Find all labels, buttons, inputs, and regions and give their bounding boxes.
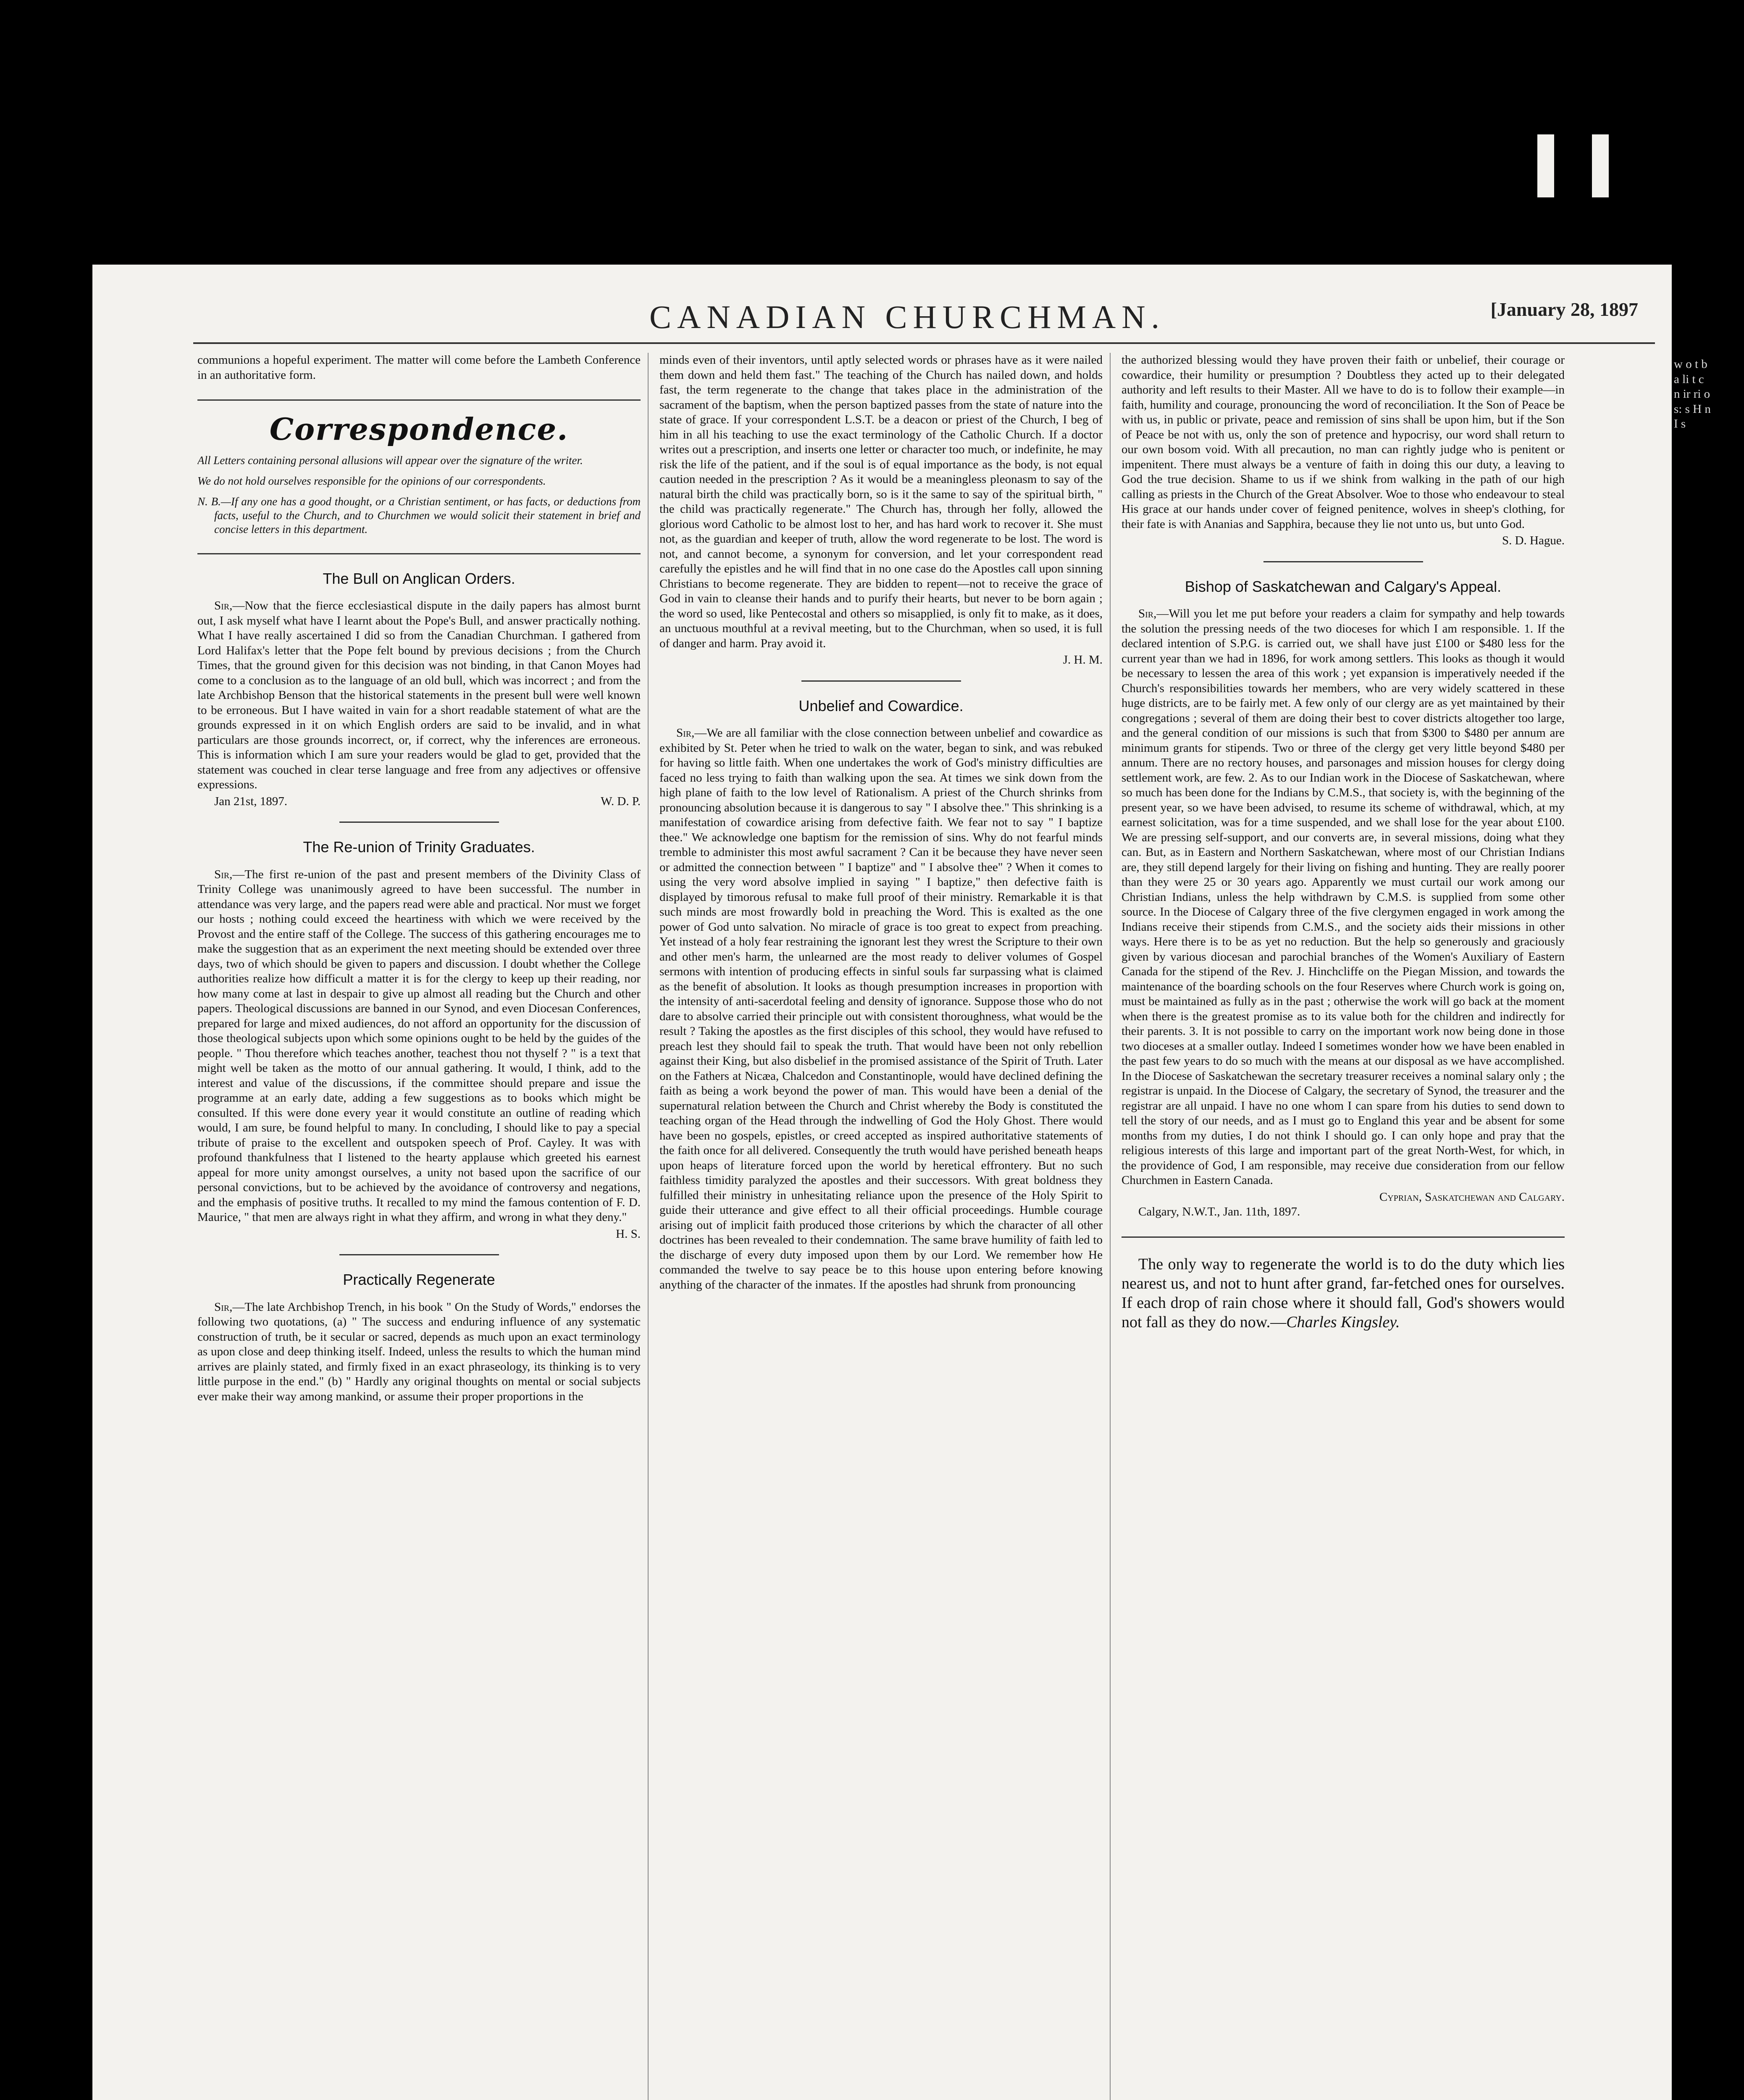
- letter-body: [197, 598, 641, 793]
- salutation: Sir,: [1138, 607, 1157, 620]
- letter-rule: [1263, 561, 1423, 562]
- letter-signature: W. D. P.: [601, 794, 641, 808]
- letter-place-date: Calgary, N.W.T., Jan. 11th, 1897.: [1138, 1205, 1300, 1218]
- header-rule: [193, 342, 1655, 344]
- letter-text: —Will you let me put before your readers a claim for sympathy and help towards the solution the pressing needs of the two dioceses for which I am responsible. 1. If the declared intention of S.P.G. is carried out, we shall have just £100 or $480 less for the current year than we had in 1896, for work among settlers. This looks as though it would be necessary to lessen the area of this work ; yet expansion is imperatively needed if the Church's responsibilities towards her members, who are very widely scattered in these huge districts, are to be fairly met. A few only of our clergy are as yet maintained by their congregations ; several of them are doing their best to cover districts altogether too large, and the general condition of our missions is such that from $300 to $480 per annum are minimum grants for stipends. Two or three of the clergy get very little beyond $480 per annum. There are no rectory houses, and parsonages and mission houses for clergy doing settlement work, are few. 2. As to our Indian work in the Diocese of Saskatchewan, where so much has been done for the Indians by C.M.S., that society is, with the beginning of the present year, so we have been advised, to resume its scheme of withdrawal, which, at my earnest solicitation, was for a time suspended, and we shall lose for the year about £100. We are pressing self-support, and our converts are, in several missions, doing what they can. But, as in Eastern and Northern Saskatchewan, where most of our Christian Indians are, they still depend largely for their living on fishing and hunting. They are really poorer than they were 25 or 30 years ago. Apparently we must curtail our work among our Christian Indians, unless the help withdrawn by C.M.S. is supplied from some other source. In the Diocese of Calgary three of the five clergymen engaged in work among the Indians receive their stipends from C.M.S., and the society aids their missions in other ways. Here there is to be as yet no reduction. But the help so generously and graciously given by various diocesan and parochial branches of the Women's Auxiliary of Eastern Canada for the stipend of the Rev. J. Hinchcliffe on the Piegan Mission, and towards the maintenance of the boarding schools on the four Reserves where Church work is going on, must be maintained as fully as in the past ; otherwise the work will go back at the moment when there is the greatest promise as to its value both for the children and indirectly for their parents. 3. It is not possible to carry on the important work now being done in those two dioceses at a smaller outlay. Indeed I sometimes wonder how we have been enabled in the past few years to do so much with the means at our disposal as we have accomplished. In the Diocese of Saskatchewan the secretary treasurer receives a nominal salary only ; the registrar is unpaid. In the Diocese of Calgary, the secretary of Synod, the treasurer and the registrar are all unpaid. I have no one whom I can spare from his duties to send down to tell the story of our needs, and as I must go to England this year and be absent for some months from my duties, I do not think I should go. I can only hope and pray that the religious interests of this large and important part of the great North-West, for which, in the providence of God, I am responsible, may receive due consideration from our fellow Churchmen in Eastern Canada.: [1122, 607, 1565, 1187]
- section-title: Correspondence.: [269, 411, 569, 447]
- letter-text: —We are all familiar with the close connection between unbelief and cowardice as exhibited by St. Peter when he tried to walk on the water, began to sink, and was rebuked for having so little faith. When one undertakes the work of God's ministry difficulties are faced no less trying to faith than walking upon the sea. At times we sink down from the high plane of faith to the low level of Rationalism. A priest of the Church shrinks from pronouncing absolution because it is dangerous to say " I absolve thee." This shrinking is a manifestation of cowardice arising from defective faith. We fear not to say " I baptize thee." We acknowledge one baptism for the remission of sins. Why do not fearful minds tremble to administer this most awful sacrament ? Can it be because they have never seen or admitted the connection between " I baptize" and " I absolve thee" ? When it comes to using the very word absolve implied in saying " I baptize," then defective faith is displayed by timorous refusal to make full proof of their ministry. Remarkable it is that such minds are most frowardly bold in preaching the Word. This is exalted as the one power of God unto salvation. No miracle of grace is too great to expect from preaching. Yet instead of a holy fear restraining the ignorant lest they wrest the Scripture to their own and other men's harm, the unlearned are the most ready to deliver volumes of Gospel sermons with intention of producing effects in sinful souls far surpassing what is claimed as the benefit of absolution. It looks as though presumption increases in proportion with the intensity of anti-sacerdotal feeling and density of ignorance. Suppose those who do not dare to absolve carried their principle out with consistent thoroughness, what would be the result ? Taking the apostles as the first disciples of this school, they would have refused to preach lest they should fail to speak the truth. That would have been not only rebellion against their King, but also disbelief in the promised assistance of the Spirit of Truth. Later on the Fathers at Nicæa, Chalcedon and Constantinople, would have declined defining the faith as being a work beyond the power of man. This would have been a denial of the supernatural relation between the Church and Christ whereby the Body is constituted the teaching organ of the Head through the indwelling of God the Holy Ghost. There would have been no gospels, epistles, or creed accepted as inspired authoritative statements of the faith once for all delivered. Consequently the truth would have perished beneath heaps upon heaps of literature forced upon the world by heretical effrontery. But no such faithless timidity paralyzed the apostles and their successors. With great boldness they fulfilled their ministry in unhesitating reliance upon the presence of the Holy Spirit to guide their utterance and give effect to all their official proceedings. Humble courage arising out of implicit faith produced those criterions by which the character of all other doctrines has been revealed to their condemnation. The same brave humility of faith led to the discharge of every duty imposed upon them by our Lord. We remember how He commanded the twelve to say peace be to this house upon entering before knowing anything of the character of the inmates. If the apostles had shrunk from pronouncing: [659, 726, 1103, 1292]
- letter-signature: S. D. Hague.: [1502, 534, 1565, 547]
- letter-signature: Cyprian, Saskatchewan and Calgary.: [1379, 1190, 1565, 1204]
- letter-text: —The first re-union of the past and present members of the Divinity Class of Trinity College was unanimously agreed to have been successful. The number in attendance was very large, and the papers read were able and practical. Nor must we forget our hosts ; nothing could exceed the heartiness with which we were received by the Provost and the entire staff of the College. The success of this gathering encourages me to make the suggestion that as an experiment the next meeting should be extended over three days, two of which should be given to papers and discussion. I doubt whether the College authorities realize how difficult a matter it is for the clergy to keep up their reading, nor how many come at last in despair to give up almost all reading but the Church and other papers. Theological discussions are banned in our Synod, and even Diocesan Conferences, prepared for large and mixed audiences, do not afford an opportunity for the discussion of those theological subjects upon which some opinions ought to be held by the guides of the people. " Thou therefore which teaches another, teachest thou not thyself ? " is a text that might well be taken as the motto of our annual gathering. It would, I think, add to the interest and value of the discussions, if the committee should prepare and issue the programme at an early date, adding a few suggestions as to books which might be consulted. If this were done every year it would constitute an outline of reading which would, I am sure, be found helpful to many. In concluding, I should like to pay a special tribute of praise to the excellent and outspoken speech of Prof. Cayley. It was with profound thankfulness that I listened to the hearty applause which greeted his earnest appeal for more unity amongst ourselves, a unity not based upon the sacrifice of our personal convictions, but to be achieved by the avoidance of controversy and negations, and the emphasis of positive truths. It recalled to my mind the famous contention of F. D. Maurice, " that men are always right in what they affirm, and wrong in what they deny.": [197, 867, 641, 1224]
- letter-title: Practically Regenerate: [343, 1271, 495, 1288]
- notice-1: All Letters containing personal allusions will appear over the signature of the writer.: [197, 454, 583, 467]
- letter-signature: J. H. M.: [1063, 653, 1103, 667]
- salutation: Sir,: [676, 726, 695, 740]
- newspaper-page: [92, 265, 1672, 2100]
- quote-text: The only way to regenerate the world is to do the duty which lies nearest us, and not to hunt after grand, far-fetched ones for ourselves. If each drop of rain chose where it should fall, God's showers would not fall as they do now.—: [1122, 1255, 1565, 1331]
- letter-text: —The late Archbishop Trench, in his book " On the Study of Words," endorses the following two quotations, (a) " The success and enduring influence of any systematic construction of truth, be it secular or sacred, depends as much upon an exact terminology as upon close and deep thinking itself. Indeed, unless the results to which the human mind arrives are plainly stated, and firmly fixed in an exact phraseology, its thinking is to very little purpose in the end." (b) " Hardly any original thoughts on mental or social subjects ever make their way among mankind, or assume their proper proportions in the: [197, 1300, 641, 1403]
- letter-body: [197, 867, 641, 1225]
- column-divider: [648, 353, 649, 2100]
- letter-date: Jan 21st, 1897.: [214, 794, 287, 808]
- column-1: [197, 353, 641, 2100]
- salutation: Sir,: [214, 599, 233, 612]
- quote-author: Charles Kingsley.: [1286, 1313, 1400, 1331]
- letter-body: [197, 1300, 641, 1404]
- salutation: Sir,: [214, 1300, 233, 1314]
- letter-text: —Now that the fierce ecclesiastical dispute in the daily papers has almost burnt out, I ask myself what have I learnt about the Pope's Bull, and answer practically nothing. What I have really ascertained I did so from the Canadian Churchman. I gathered from Lord Halifax's letter that the Pope felt bound by previous decisions ; from the Church Times, that the ground given for this decision was not binding, in that Canon Moyes had come to a conclusion as to the language of an old bull, which was incorrect ; and from the late Archbishop Benson that the historical statements in the present bull were well known to be erroneous. But I have waited in vain for a short readable statement of what are the grounds expressed in it on which English orders are said to be invalid, and in what particulars are those grounds incorrect, or, if correct, why the inferences are erroneous. This is information which I am sure your readers would be glad to get, provided that the statement was couched in clear terse language and free from any adjectives or offensive expressions.: [197, 599, 641, 791]
- salutation: Sir,: [214, 867, 233, 881]
- continued-text: the authorized blessing would they have proven their faith or unbelief, their courage or cowardice, their humility or presumption ? Doubtless they acted up to their delegated authority and left results to their Master. All we have to do is to follow their example—in faith, humility and courage, pronouncing the word of reconciliation. It the Son of Peace be with us, in public or private, peace and remission of sins shall be upon him, but if the Son of Peace be not with us, only the son of pretence and hypocrisy, our word shall return to our own bosom void. With all precaution, no man can rightly judge who is penitent or impenitent. There must always be a venture of faith in doing this our duty, a leaving to God the true decision. Shame to us if we shink from walking in the path of our high calling as priests in the Church of the Great Absolver. Woe to those who endeavour to steal His grace at our hands under cover of feigned penitence, wolves in sheep's clothing, for their fate is with Ananias and Sapphira, because they lie not unto us, but unto God.: [1122, 353, 1565, 531]
- notice-2: We do not hold ourselves responsible for the opinions of our correspondents.: [197, 474, 546, 487]
- notice-3: N. B.—If any one has a good thought, or a Christian sentiment, or has facts, or deductions from facts, useful to the Church, and to Churchmen we would solicit their statement in brief and concise letters in this department.: [197, 495, 641, 536]
- column-divider: [1110, 353, 1111, 2100]
- letter-title: The Bull on Anglican Orders.: [323, 570, 515, 587]
- letter-signature: H. S.: [616, 1227, 641, 1241]
- binding-tab: [1537, 134, 1554, 197]
- binding-tab: [1592, 134, 1609, 197]
- masthead: CANADIAN CHURCHMAN.: [649, 299, 1166, 335]
- issue-date: [January 28, 1897: [1490, 299, 1638, 320]
- adjacent-page-edge: w o t b a li t c n ir ri o s: s H n I s: [1674, 357, 1711, 430]
- letter-body: [659, 726, 1103, 1292]
- column-3: [1122, 353, 1565, 2100]
- quote: [1122, 1255, 1565, 1332]
- section-rule: [1122, 1236, 1565, 1238]
- letter-rule: [339, 1254, 499, 1255]
- letter-title: Unbelief and Cowardice.: [798, 697, 964, 714]
- section-rule: [197, 553, 641, 554]
- letter-body: [1122, 606, 1565, 1188]
- letter-title: The Re-union of Trinity Graduates.: [303, 838, 535, 856]
- section-rule: [197, 399, 641, 401]
- page-header: [193, 298, 1655, 340]
- continued-text: minds even of their inventors, until aptly selected words or phrases have as it were nailed them down and held them fast." The teaching of the Church has nailed down, and holds fast, the term regenerate to the change that takes place in the administration of the sacrament of the baptism, when the person baptized passes from the state of nature into the state of grace. If your correspondent L.S.T. be a deacon or priest of the Church, I beg of him in all his teaching to use the exact terminology of the Catholic Church. If a doctor writes out a prescription, and inserts one letter or character too much, or indefinite, he may risk the life of the patient, and if the soul is of equal importance as the body, is not equal caution needed in the prescription ? As it would be a meaningless pleonasm to say of the natural birth the child was practically born, so is it the same to say of the spiritual birth, " the child was practically regenerate." The Church has, through her folly, allowed the glorious word Catholic to be almost lost to her, and has hard work to recover it. She must not, as the guardian and keeper of truth, allow the word regenerate to be lost. The word is not, and cannot become, a synonym for conversion, and let your correspondent read carefully the epistles and he will find that in no one case do the Apostles call upon sinning Christians to become regenerate. They are bidden to repent—not to receive the grace of God in vain to cleanse their hands and to purify their hearts, but never to be born again ; the word so used, like Pentecostal and others so misapplied, is only fit to make, as it does, an unctuous mouthful at a revival meeting, but to the Churchman, when so used, it is full of danger and harm. Pray avoid it.: [659, 353, 1103, 650]
- column-2: [659, 353, 1103, 2100]
- letter-rule: [339, 822, 499, 823]
- letter-rule: [801, 680, 961, 682]
- intro-text: communions a hopeful experiment. The matter will come before the Lambeth Conference in an authoritative form.: [197, 353, 641, 382]
- letter-title: Bishop of Saskatchewan and Calgary's Appeal.: [1185, 578, 1502, 595]
- letter-signoff: [197, 794, 641, 809]
